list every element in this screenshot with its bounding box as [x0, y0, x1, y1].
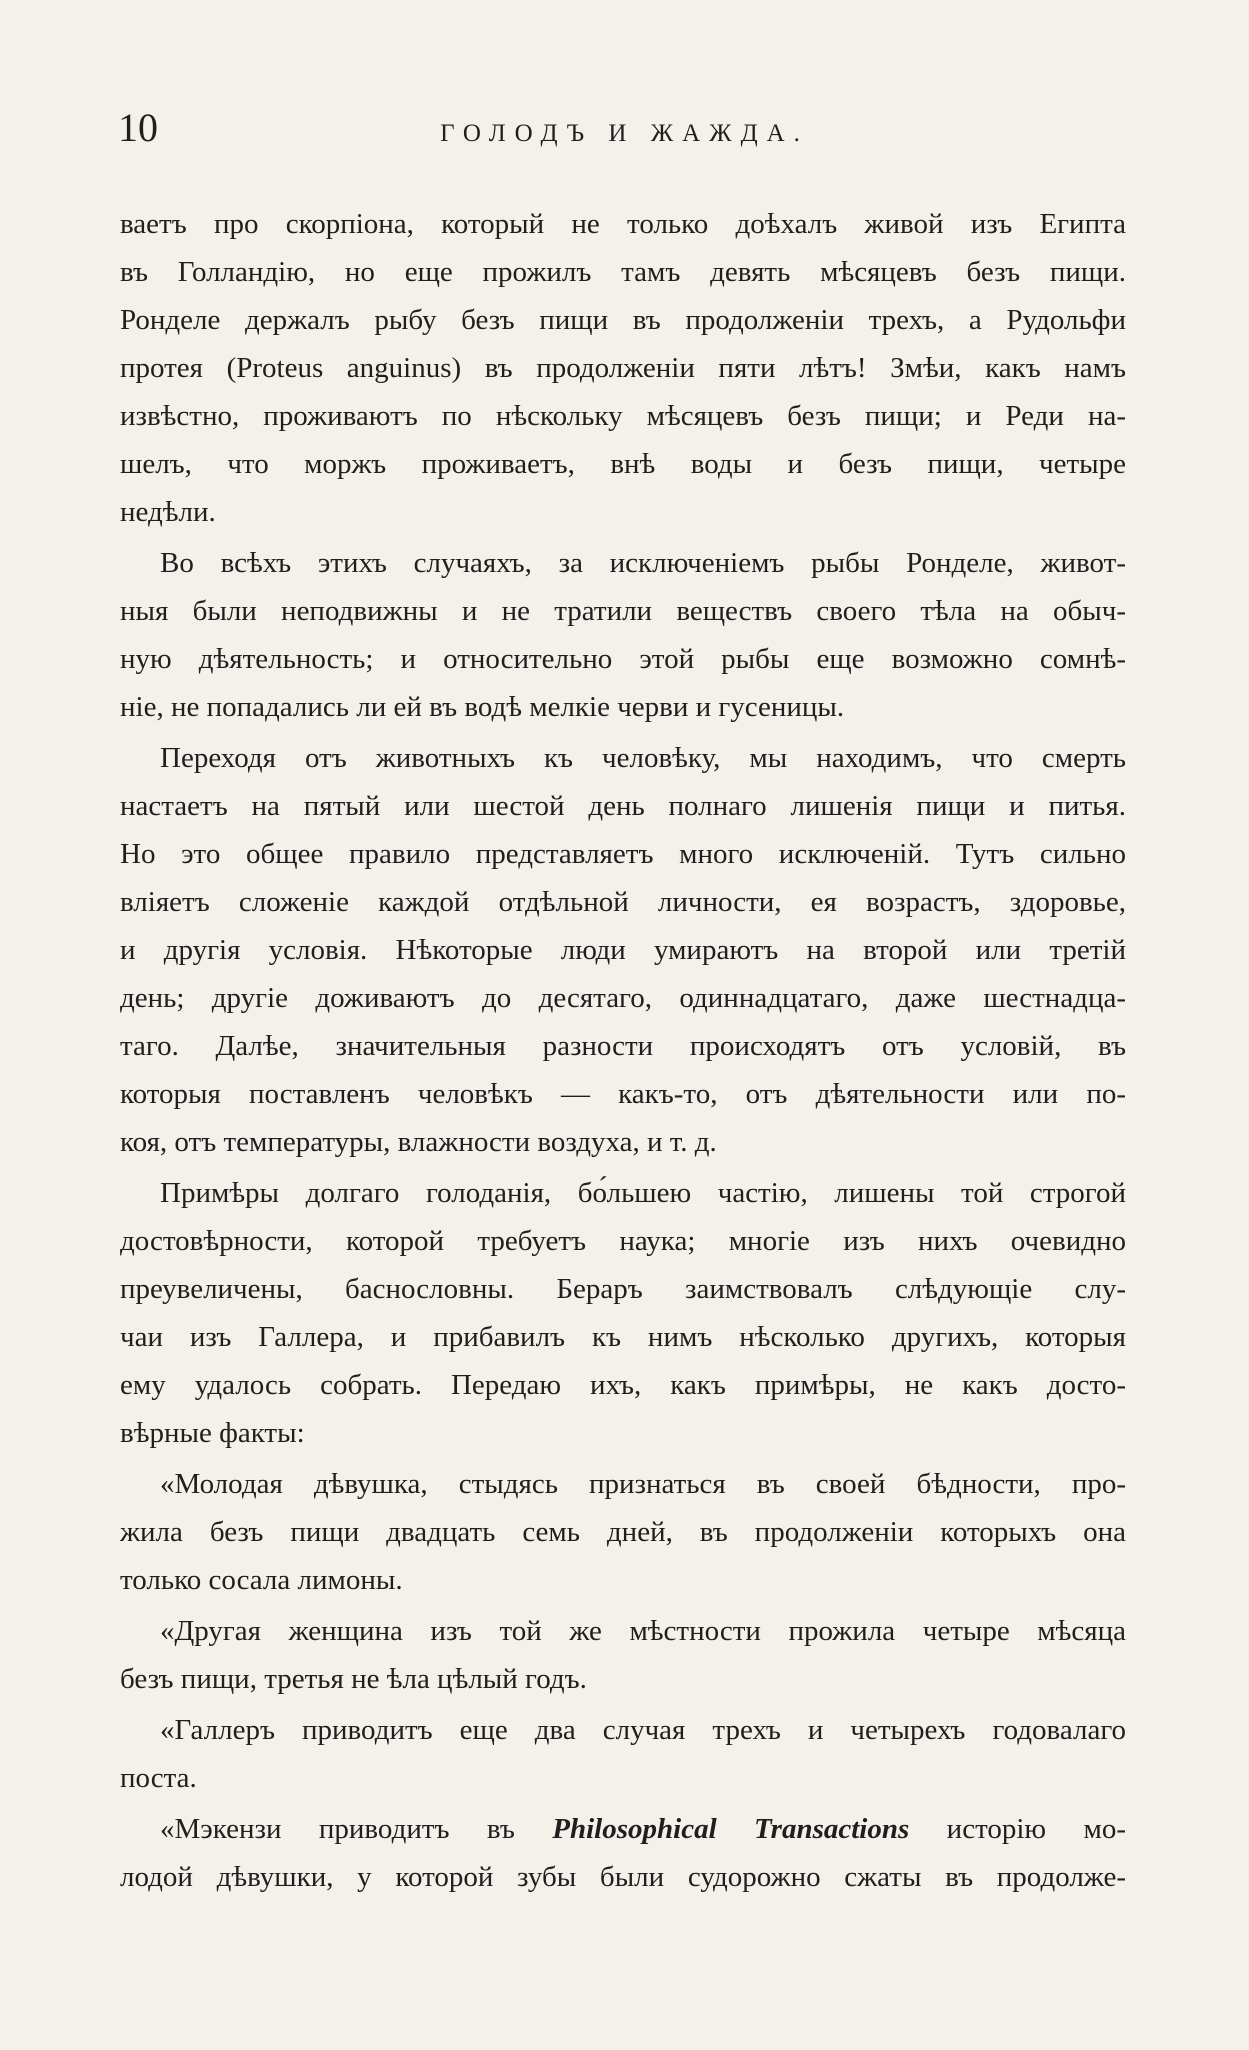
- journal-title: Philosophical Transactions: [552, 1813, 910, 1845]
- text-line: «Галлеръ приводитъ еще два случая трехъ и четырехъ годовалаго: [160, 1714, 1126, 1746]
- text-line: вѣрные факты:: [120, 1417, 305, 1449]
- text-line: ніе, не попадались ли ей въ водѣ мелкіе черви и гусеницы.: [120, 691, 845, 723]
- text-line: недѣли.: [120, 496, 216, 528]
- paragraph: [120, 1169, 1126, 1457]
- text-line: таго. Далѣе, значительныя разности происходятъ отъ условій, въ: [120, 1030, 1126, 1062]
- text-line: коя, отъ температуры, влажности воздуха, и т. д.: [120, 1126, 717, 1158]
- body-text: [120, 200, 1126, 1904]
- quote-paragraph: [120, 1607, 1126, 1703]
- text-line: въ Голландію, но еще прожилъ тамъ девять мѣсяцевъ безъ пищи.: [120, 256, 1126, 288]
- text-segment: исторію мо-: [909, 1813, 1126, 1845]
- text-line: Но это общее правило представляетъ много исключеній. Тутъ сильно: [120, 838, 1126, 870]
- paragraph: [120, 734, 1126, 1166]
- text-line: которыя поставленъ человѣкъ — какъ-то, отъ дѣятельности или по-: [120, 1078, 1126, 1110]
- text-line: Переходя отъ животныхъ къ человѣку, мы находимъ, что смерть: [160, 742, 1126, 774]
- text-line: ваетъ про скорпіона, который не только доѣхалъ живой изъ Египта: [120, 208, 1126, 240]
- text-line: жила безъ пищи двадцать семь дней, въ продолженіи которыхъ она: [120, 1516, 1126, 1548]
- text-line: ную дѣятельность; и относительно этой рыбы еще возможно сомнѣ-: [120, 643, 1126, 675]
- text-line: чаи изъ Галлера, и прибавилъ къ нимъ нѣсколько другихъ, которыя: [120, 1321, 1126, 1353]
- text-line: [120, 1805, 1126, 1853]
- text-line: преувеличены, баснословны. Бераръ заимствовалъ слѣдующіе слу-: [120, 1273, 1126, 1305]
- paragraph: [120, 200, 1126, 536]
- text-line: извѣстно, проживаютъ по нѣскольку мѣсяцевъ безъ пищи; и Реди на-: [120, 400, 1126, 432]
- quote-paragraph: [120, 1706, 1126, 1802]
- text-line: Ронделе держалъ рыбу безъ пищи въ продолженіи трехъ, а Рудольфи: [120, 304, 1126, 336]
- text-line: ныя были неподвижны и не тратили веществъ своего тѣла на обыч-: [120, 595, 1126, 627]
- text-line: ему удалось собрать. Передаю ихъ, какъ примѣры, не какъ досто-: [120, 1369, 1126, 1401]
- text-line: и другія условія. Нѣкоторые люди умираютъ на второй или третій: [120, 934, 1126, 966]
- text-line: Примѣры долгаго голоданія, бо́льшею частію, лишены той строгой: [160, 1177, 1126, 1209]
- text-line: настаетъ на пятый или шестой день полнаго лишенія пищи и питья.: [120, 790, 1126, 822]
- text-line: поста.: [120, 1762, 197, 1794]
- page-number: 10: [118, 105, 158, 150]
- text-line: «Другая женщина изъ той же мѣстности прожила четыре мѣсяца: [160, 1615, 1126, 1647]
- text-line: шелъ, что моржъ проживаетъ, внѣ воды и безъ пищи, четыре: [120, 448, 1126, 480]
- text-line: протея (Proteus anguinus) въ продолженіи пяти лѣтъ! Змѣи, какъ намъ: [120, 352, 1126, 384]
- text-segment: «Мэкензи приводитъ въ: [160, 1813, 553, 1845]
- text-line: «Молодая дѣвушка, стыдясь признаться въ своей бѣдности, про-: [160, 1468, 1126, 1500]
- text-line: достовѣрности, которой требуетъ наука; многіе изъ нихъ очевидно: [120, 1225, 1126, 1257]
- text-line: вліяетъ сложеніе каждой отдѣльной личности, ея возрастъ, здоровье,: [120, 886, 1126, 918]
- text-line: Во всѣхъ этихъ случаяхъ, за исключеніемъ рыбы Ронделе, живот-: [160, 547, 1126, 579]
- quote-paragraph: [120, 1805, 1126, 1901]
- text-line: безъ пищи, третья не ѣла цѣлый годъ.: [120, 1663, 587, 1695]
- text-line: день; другіе доживаютъ до десятаго, одиннадцатаго, даже шестнадца-: [120, 982, 1126, 1014]
- quote-paragraph: [120, 1460, 1126, 1604]
- running-title: ГОЛОДЪ И ЖАЖДА.: [440, 120, 809, 147]
- text-line: только сосала лимоны.: [120, 1564, 403, 1596]
- text-line: лодой дѣвушки, у которой зубы были судорожно сжаты въ продолже-: [120, 1861, 1126, 1893]
- paragraph: [120, 539, 1126, 731]
